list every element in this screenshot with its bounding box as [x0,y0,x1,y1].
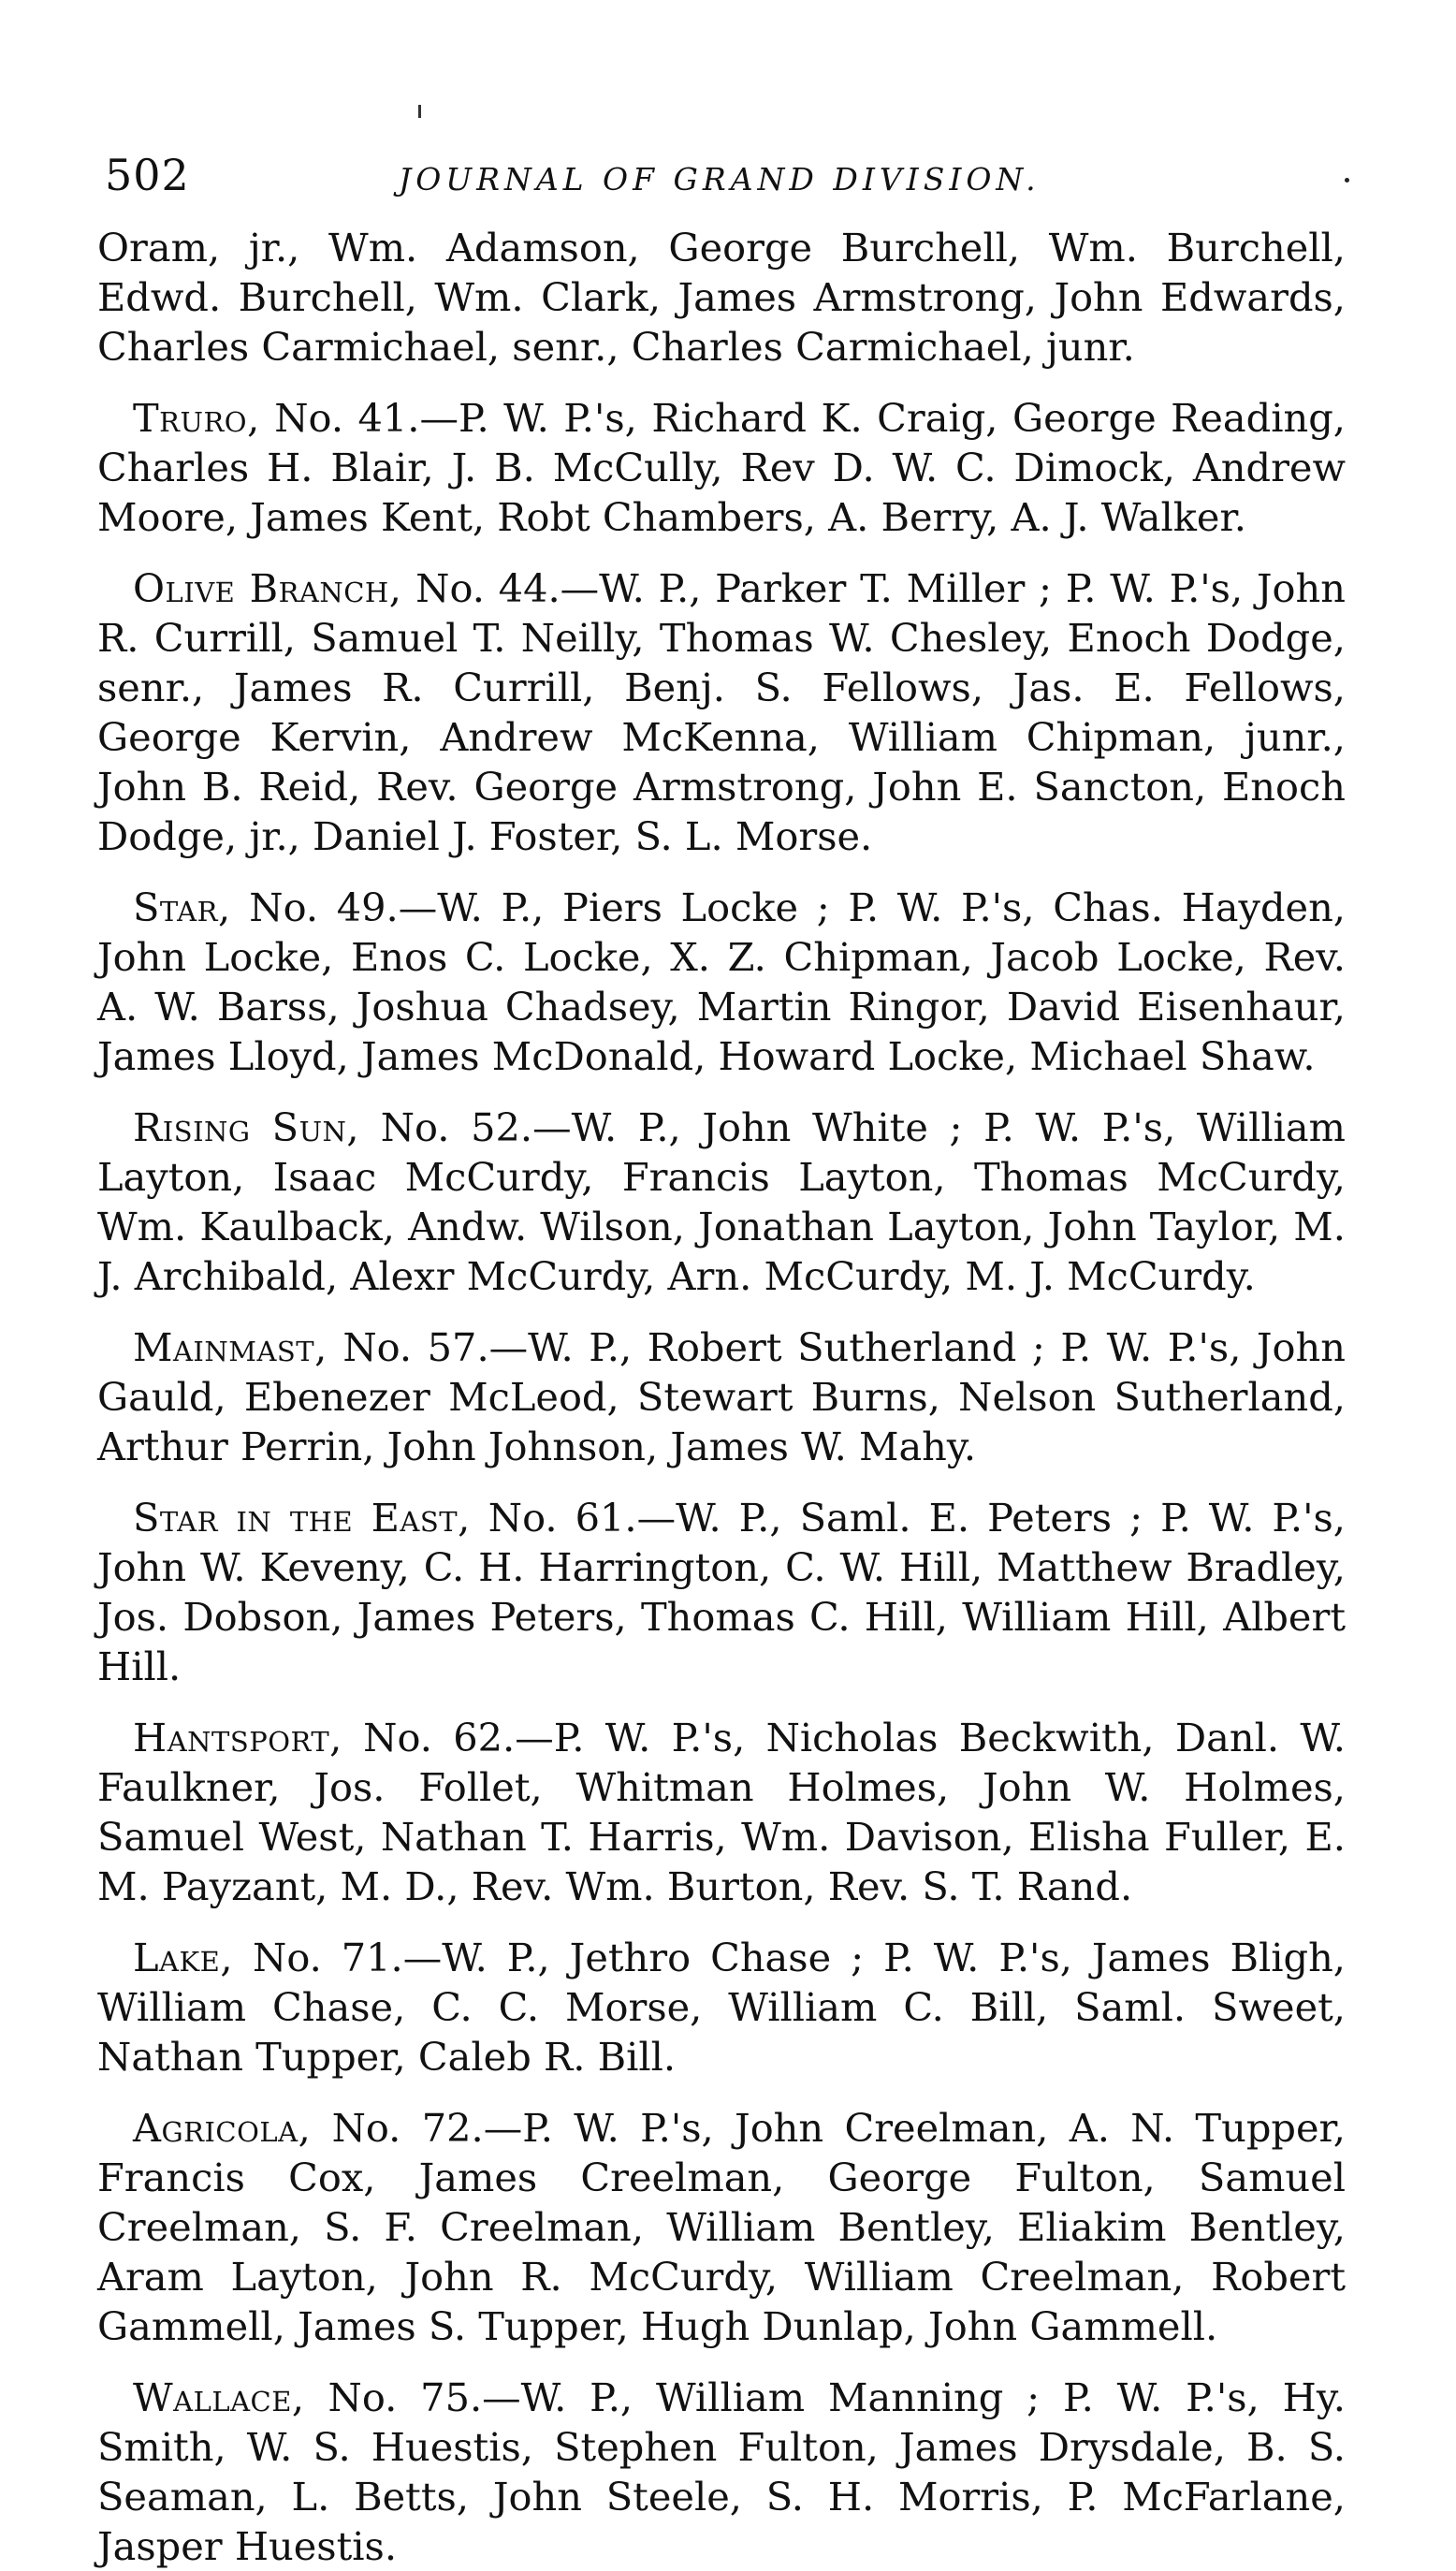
lodge-members: No. 72.—P. W. P.'s, John Creelman, A. N. Tupper, Francis Cox, James Creelman, George Fulton, Samuel Creelman, S. F. Creelman, William Bentley, Eliakim Bentley, Aram Layton, John R. McCurdy, William Creelman, Robert Gammell, James S. Tupper, Hugh Dunlap, John Gammell. [97,2105,1346,2349]
lodge-members: No. 52.—W. P., John White ; P. W. P.'s, William Layton, Isaac McCurdy, Francis Layton, Thomas McCurdy, Wm. Kaulback, Andw. Wilson, Jonathan Layton, John Taylor, M. J. Archibald, Alexr McCurdy, Arn. McCurdy, M. J. McCurdy. [97,1104,1346,1299]
lodge-members: No. 75.—W. P., William Manning ; P. W. P.'s, Hy. Smith, W. S. Huestis, Stephen Fulton, James Drysdale, B. S. Seaman, L. Betts, John Steele, S. H. Morris, P. McFarlane, Jasper Huestis. [97,2374,1346,2569]
lodge-paragraph [97,393,1346,542]
lodge-paragraph [97,563,1346,861]
lodge-paragraph [97,883,1346,1081]
lodge-paragraph [97,1493,1346,1691]
lodge-paragraph [97,1713,1346,1911]
lodge-members: No. 44.—W. P., Parker T. Miller ; P. W. P.'s, John R. Currill, Samuel T. Neilly, Thomas W. Chesley, Enoch Dodge, senr., James R. Currill, Benj. S. Fellows, Jas. E. Fellows, George Kervin, Andrew McKenna, William Chipman, junr., John B. Reid, Rev. George Armstrong, John E. Sancton, Enoch Dodge, jr., Daniel J. Foster, S. L. Morse. [97,565,1346,859]
lodge-members: No. 61.—W. P., Saml. E. Peters ; P. W. P.'s, John W. Keveny, C. H. Harrington, C. W. Hill, Matthew Bradley, Jos. Dobson, James Peters, Thomas C. Hill, William Hill, Albert Hill. [97,1495,1347,1689]
lodge-name: Truro, [133,395,260,441]
page-number: 502 [105,150,190,200]
lodge-paragraph [97,2103,1346,2351]
lodge-name: Star, [133,884,231,930]
lodge-name: Mainmast, [133,1324,328,1370]
lodge-paragraph [97,2373,1346,2571]
lodge-paragraph [97,223,1346,372]
lodge-name: Wallace, [133,2374,305,2420]
division-list [97,223,1346,2571]
lodge-name: Agricola, [133,2105,312,2151]
lodge-paragraph [97,1103,1346,1301]
lodge-name: Olive Branch, [133,565,402,611]
lodge-members: No. 71.—W. P., Jethro Chase ; P. W. P.'s, James Bligh, William Chase, C. C. Morse, William C. Bill, Saml. Sweet, Nathan Tupper, Caleb R. Bill. [97,1935,1346,2080]
running-title: JOURNAL OF GRAND DIVISION. [399,161,1041,197]
lodge-members: No. 41.—P. W. P.'s, Richard K. Craig, George Reading, Charles H. Blair, J. B. McCully, Rev D. W. C. Dimock, Andrew Moore, James Kent, Robt Chambers, A. Berry, A. J. Walker. [97,395,1346,540]
lodge-name: Rising Sun, [133,1104,360,1150]
stray-ink-mark [418,105,421,118]
stray-dot [1345,178,1349,183]
lodge-name: Lake, [133,1935,234,1980]
lodge-paragraph [97,1933,1346,2082]
running-header [97,140,1346,198]
lodge-members: No. 49.—W. P., Piers Locke ; P. W. P.'s, Chas. Hayden, John Locke, Enos C. Locke, X. Z. Chipman, Jacob Locke, Rev. A. W. Barss, Joshua Chadsey, Martin Ringor, David Eisenhaur, James Lloyd, James McDonald, Howard Locke, Michael Shaw. [97,884,1346,1079]
lodge-paragraph [97,1322,1346,1471]
lodge-members: No. 57.—W. P., Robert Sutherland ; P. W. P.'s, John Gauld, Ebenezer McLeod, Stewart Burns, Nelson Sutherland, Arthur Perrin, John Johnson, James W. Mahy. [97,1324,1346,1469]
lodge-name: Hantsport, [133,1715,342,1760]
lodge-members: No. 62.—P. W. P.'s, Nicholas Beckwith, Danl. W. Faulkner, Jos. Follet, Whitman Holmes, John W. Holmes, Samuel West, Nathan T. Harris, Wm. Davison, Elisha Fuller, E. M. Payzant, M. D., Rev. Wm. Burton, Rev. S. T. Rand. [97,1715,1346,1909]
lodge-members: Oram, jr., Wm. Adamson, George Burchell, Wm. Burchell, Edwd. Burchell, Wm. Clark, James Armstrong, John Edwards, Charles Carmichael, senr., Charles Carmichael, junr. [97,225,1346,370]
lodge-name: Star in the East, [133,1495,471,1541]
